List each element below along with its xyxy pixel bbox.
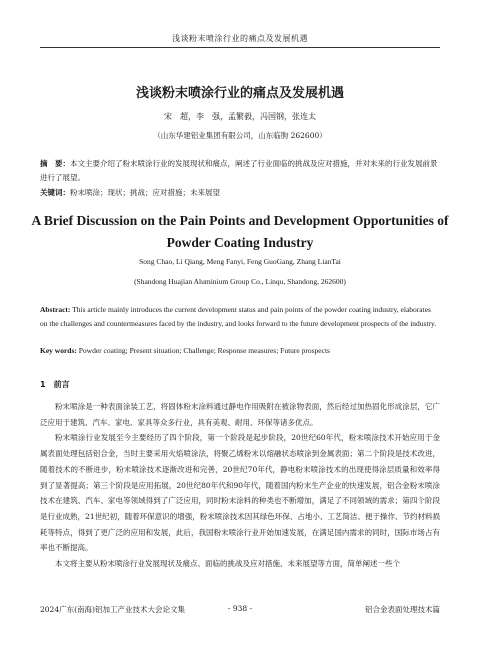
chinese-abstract-label: 摘 要： (40, 159, 70, 168)
english-abstract (40, 303, 440, 331)
english-title: A Brief Discussion on the Pain Points and Development Opportunities of Powder Coating Industry (31, 213, 449, 250)
english-keywords-label: Key words: (40, 346, 77, 355)
footer-proceedings: 2024广东(南海)铝加工产业技术大会论文集 (40, 605, 185, 614)
english-authors: Song Chao, Li Qiang, Meng Fanyi, Feng GuoGang, Zhang LianTai (139, 257, 341, 266)
page-number: - 938 - (227, 604, 253, 613)
english-affiliation: (Shandong Huajian Aluminium Group Co., Linqu, Shandong, 262600) (134, 277, 346, 286)
english-keywords (40, 344, 440, 358)
chinese-keywords (40, 186, 440, 200)
section-heading: 1 前言 (40, 380, 70, 389)
chinese-abstract-text: 本文主要介绍了粉末喷涂行业的发展现状和痛点，阐述了行业面临的挑战及应对措施，并对未来的行业发展前景进行了展望。 (40, 159, 438, 182)
body-paragraph: 本文将主要从粉末喷涂行业发展现状及痛点、面临的挑战及应对措施、未来展望等方面，简单阐述一些个 (55, 559, 400, 569)
body-paragraph: 粉末喷涂行业发展至今主要经历了四个阶段，第一个阶段是起步阶段，20世纪60年代，粉末喷涂技术开始应用于金属表面处理包括铝合金，当时主要采用火焰喷涂法，将聚乙烯粉末以熔融状态喷涂到金属表面；第二个阶段是技术改进，随着技术的不断进步，粉末喷涂技术逐渐改进和完善，20世纪70年代，静电粉末喷涂技术的出现使得涂层质量和效率得到了显著提高；第三个阶段是应用拓展，20世纪80年代和90年代，随着国内粉末生产企业的快速发展，铝合金粉末喷涂技术在建筑、汽车、家电等领域得到了广泛应用，同时粉末涂料的种类也不断增加，满足了不同领域的需求；第四个阶段是行业成熟，21世纪初，随着环保意识的增强，粉末喷涂技术因其绿色环保、占地小、工艺简洁、便于操作、节约材料损耗等特点，得到了更广泛的应用和发展，此后，我国粉末喷涂行业开始加速发展，在满足国内需求的同时，国际市场占有率也不断提高。 (40, 433, 440, 553)
body-text (40, 399, 440, 572)
english-abstract-label: Abstract: (40, 305, 71, 314)
chinese-affiliation: （山东华建铝业集团有限公司，山东临朐 262600） (153, 131, 327, 140)
chinese-authors: 宋 超，李 强，孟繁毅，冯国钢，张连太 (164, 112, 316, 121)
body-paragraph: 粉末喷涂是一种表面涂装工艺，将固体粉末涂料通过静电作用吸附在被涂物表面，然后经过加热固化形成涂层，它广泛应用于建筑、汽车、家电、家具等众多行业，具有美观、耐用、环保等诸多优点。 (40, 402, 440, 427)
footer-section: 铝合金表面处理技术篇 (365, 605, 440, 614)
chinese-abstract (40, 157, 440, 185)
running-header: 浅谈粉末喷涂行业的痛点及发展机遇 (172, 34, 308, 43)
header-rule (40, 47, 440, 48)
chinese-keywords-label: 关键词： (40, 188, 70, 197)
chinese-keywords-text: 粉末喷涂；现状；挑战；应对措施；未来展望 (70, 188, 220, 197)
english-keywords-text: Powder coating; Present situation; Challenge; Response measures; Future prospects (78, 346, 330, 355)
english-abstract-text: This article mainly introduces the current development status and pain points of the powder coating industry, elaborates on the challenges and countermeasures faced by the industry, and looks forward to the future development prospects of the industry. (40, 305, 437, 328)
chinese-title: 浅谈粉末喷涂行业的痛点及发展机遇 (135, 86, 344, 101)
